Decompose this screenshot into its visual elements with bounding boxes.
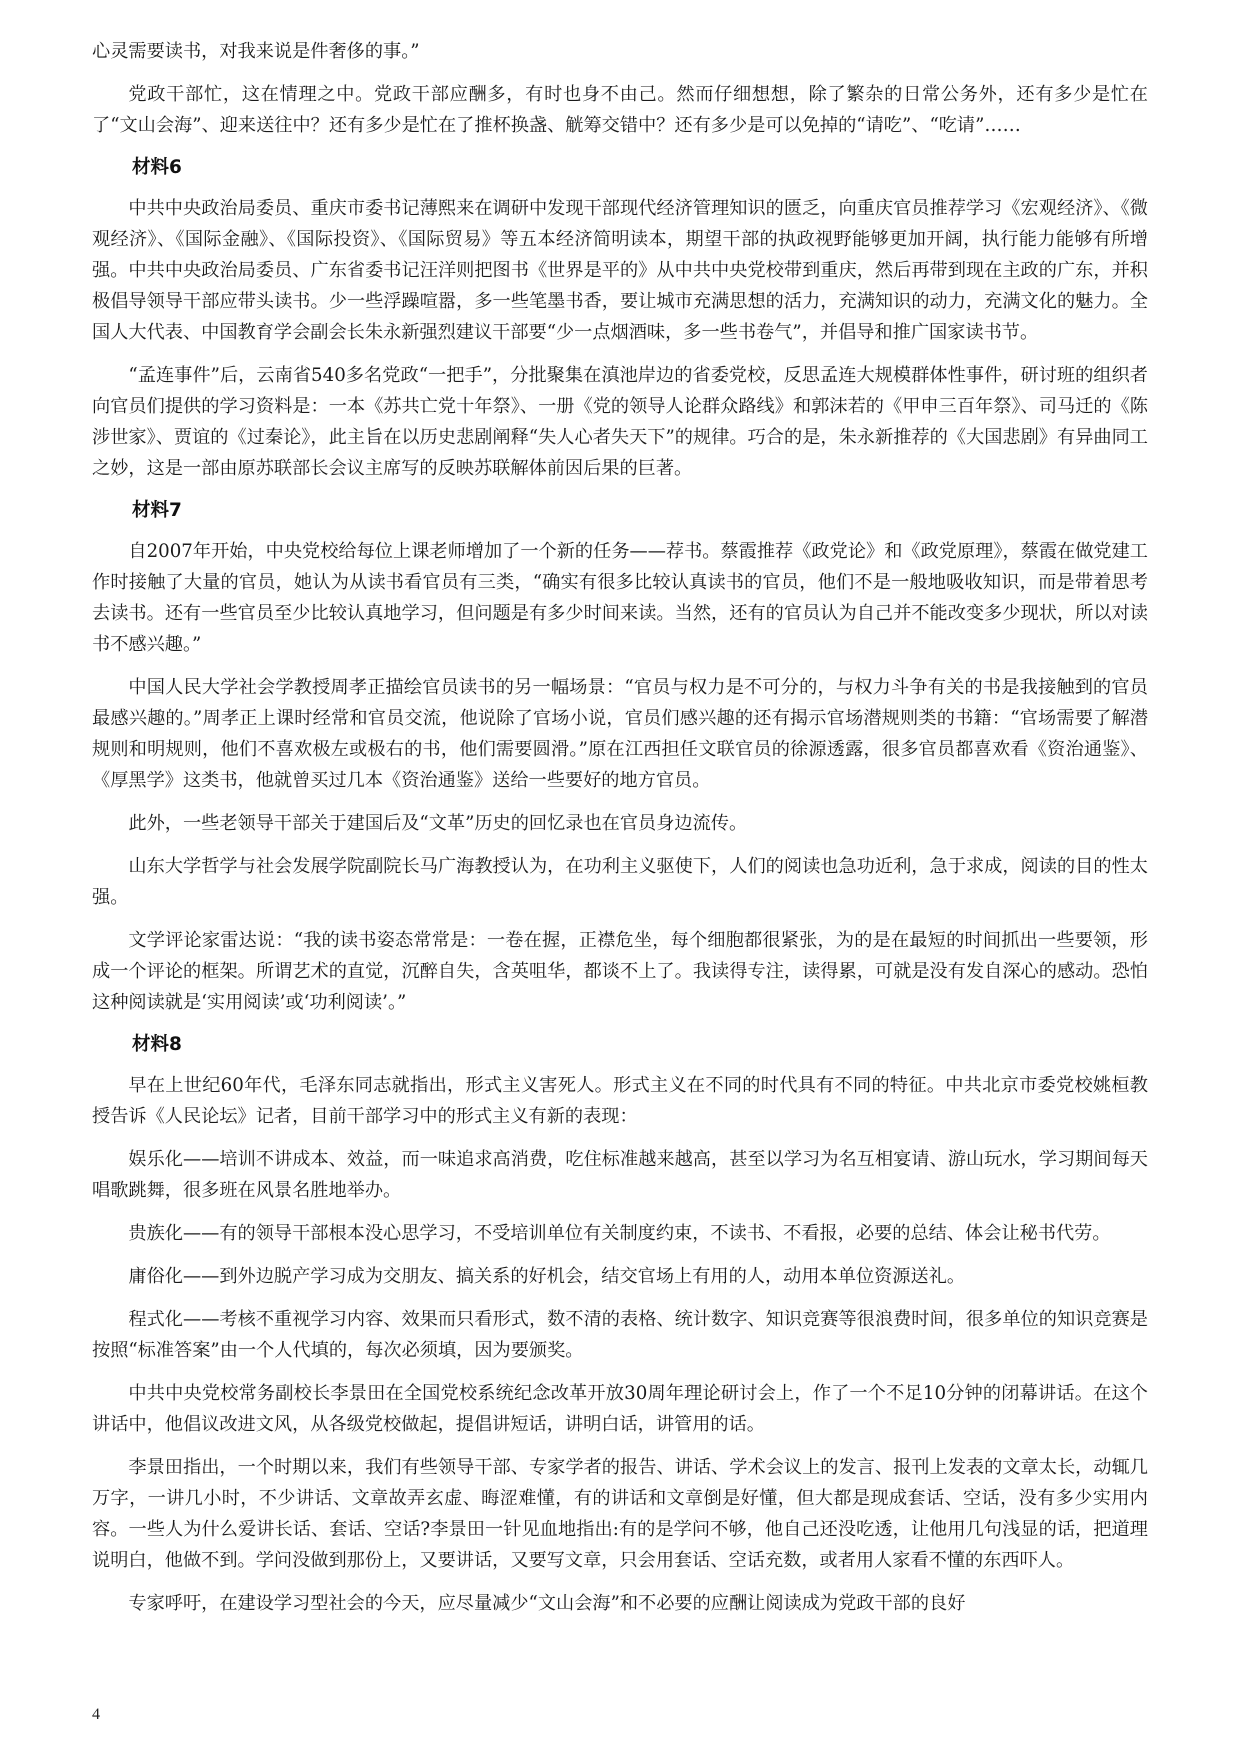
paragraph: 文学评论家雷达说：“我的读书姿态常常是：一卷在握，正襟危坐，每个细胞都很紧张，为的是在最短的时间抓出一些要领，形成一个评论的框架。所谓艺术的直觉，沉醉自失，含英咀华，都谈不上了。我读得专注，读得累，可就是没有发自深心的感动。恐怕这种阅读就是‘实用阅读’或‘功利阅读’。” [92,930,1148,1013]
paragraph: 自2007年开始，中央党校给每位上课老师增加了一个新的任务——荐书。蔡霞推荐《政党论》和《政党原理》，蔡霞在做党建工作时接触了大量的官员，她认为从读书看官员有三类，“确实有很多比较认真读书的官员，他们不是一般地吸收知识，而是带着思考去读书。还有一些官员至少比较认真地学习，但问题是有多少时间来读。当然，还有的官员认为自己并不能改变多少现状，所以对读书不感兴趣。” [92,541,1148,655]
section-heading: 材料6 [132,157,182,178]
paragraph: 娱乐化——培训不讲成本、效益，而一味追求高消费，吃住标准越来越高，甚至以学习为名互相宴请、游山玩水，学习期间每天唱歌跳舞，很多班在风景名胜地举办。 [92,1149,1148,1201]
paragraph: “孟连事件”后，云南省540多名党政“一把手”，分批聚集在滇池岸边的省委党校，反思孟连大规模群体性事件，研讨班的组织者向官员们提供的学习资料是：一本《苏共亡党十年祭》、一册《党的领导人论群众路线》和郭沫若的《甲申三百年祭》、司马迁的《陈涉世家》、贾谊的《过秦论》，此主旨在以历史悲剧阐释“失人心者失天下”的规律。巧合的是，朱永新推荐的《大国悲剧》有异曲同工之妙，这是一部由原苏联部长会议主席写的反映苏联解体前因后果的巨著。 [92,365,1148,479]
paragraph: 中共中央政治局委员、重庆市委书记薄熙来在调研中发现干部现代经济管理知识的匮乏，向重庆官员推荐学习《宏观经济》、《微观经济》、《国际金融》、《国际投资》、《国际贸易》等五本经济简明读本，期望干部的执政视野能够更加开阔，执行能力能够有所增强。中共中央政治局委员、广东省委书记汪洋则把图书《世界是平的》从中共中央党校带到重庆，然后再带到现在主政的广东，并积极倡导领导干部应带头读书。少一些浮躁喧嚣，多一些笔墨书香，要让城市充满思想的活力，充满知识的动力，充满文化的魅力。全国人大代表、中国教育学会副会长朱永新强烈建议干部要“少一点烟酒味，多一些书卷气”，并倡导和推广国家读书节。 [92,198,1148,343]
paragraph: 山东大学哲学与社会发展学院副院长马广海教授认为，在功利主义驱使下，人们的阅读也急功近利，急于求成，阅读的目的性太强。 [92,856,1148,908]
section-heading: 材料7 [132,500,182,521]
page-number: 4 [92,1706,100,1723]
paragraph: 李景田指出，一个时期以来，我们有些领导干部、专家学者的报告、讲话、学术会议上的发言、报刊上发表的文章太长，动辄几万字，一讲几小时，不少讲话、文章故弄玄虚、晦涩难懂，有的讲话和文章倒是好懂，但大都是现成套话、空话，没有多少实用内容。一些人为什么爱讲长话、套话、空话?李景田一针见血地指出:有的是学问不够，他自己还没吃透，让他用几句浅显的话，把道理说明白，他做不到。学问没做到那份上，又要讲话，又要写文章，只会用套话、空话充数，或者用人家看不懂的东西吓人。 [92,1457,1148,1571]
paragraph: 心灵需要读书，对我来说是件奢侈的事。” [92,41,420,62]
section-heading: 材料8 [132,1034,182,1055]
paragraph: 贵族化——有的领导干部根本没心思学习，不受培训单位有关制度约束，不读书、不看报，必要的总结、体会让秘书代劳。 [128,1223,1111,1244]
document-page [92,36,1148,1631]
paragraph: 中国人民大学社会学教授周孝正描绘官员读书的另一幅场景：“官员与权力是不可分的，与权力斗争有关的书是我接触到的官员最感兴趣的。”周孝正上课时经常和官员交流，他说除了官场小说，官员们感兴趣的还有揭示官场潜规则类的书籍：“官场需要了解潜规则和明规则，他们不喜欢极左或极右的书，他们需要圆滑。”原在江西担任文联官员的徐源透露，很多官员都喜欢看《资治通鉴》、《厚黑学》这类书，他就曾买过几本《资治通鉴》送给一些要好的地方官员。 [92,677,1148,791]
paragraph: 早在上世纪60年代，毛泽东同志就指出，形式主义害死人。形式主义在不同的时代具有不同的特征。中共北京市委党校姚桓教授告诉《人民论坛》记者，目前干部学习中的形式主义有新的表现： [92,1075,1148,1127]
paragraph: 此外，一些老领导干部关于建国后及“文革”历史的回忆录也在官员身边流传。 [128,813,748,834]
paragraph: 专家呼吁，在建设学习型社会的今天，应尽量减少“文山会海”和不必要的应酬让阅读成为党政干部的良好 [128,1593,966,1614]
paragraph: 中共中央党校常务副校长李景田在全国党校系统纪念改革开放30周年理论研讨会上，作了一个不足10分钟的闭幕讲话。在这个讲话中，他倡议改进文风，从各级党校做起，提倡讲短话，讲明白话，讲管用的话。 [92,1383,1148,1435]
paragraph: 庸俗化——到外边脱产学习成为交朋友、搞关系的好机会，结交官场上有用的人，动用本单位资源送礼。 [128,1266,966,1287]
paragraph: 程式化——考核不重视学习内容、效果而只看形式，数不清的表格、统计数字、知识竞赛等很浪费时间，很多单位的知识竞赛是按照“标准答案”由一个人代填的，每次必须填，因为要颁奖。 [92,1309,1148,1361]
paragraph: 党政干部忙，这在情理之中。党政干部应酬多，有时也身不由己。然而仔细想想，除了繁杂的日常公务外，还有多少是忙在了“文山会海”、迎来送往中？还有多少是忙在了推杯换盏、觥筹交错中？还有多少是可以免掉的“请吃”、“吃请”…… [92,84,1148,136]
